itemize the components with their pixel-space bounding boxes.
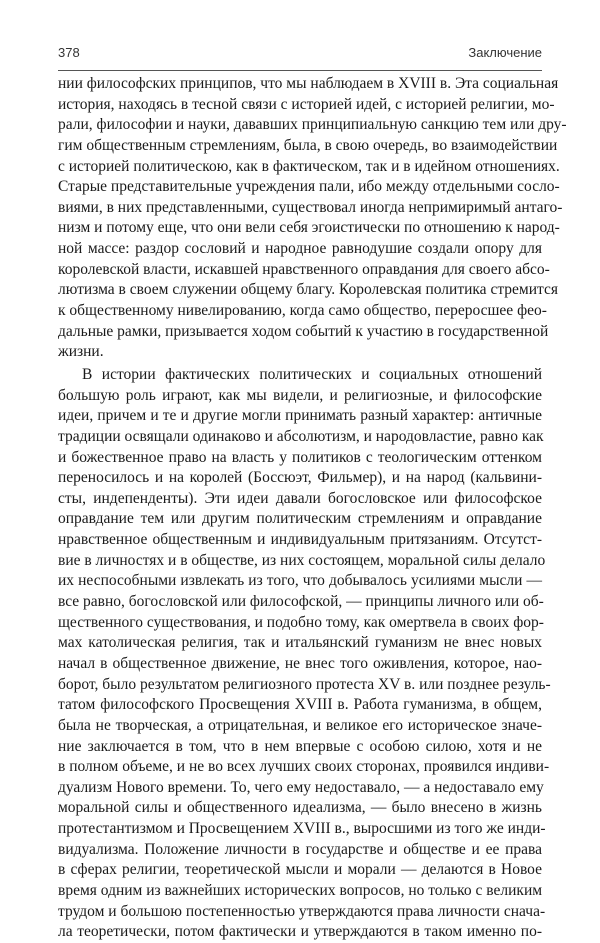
text-line: татом философского Просвещения XVIII в. Работа гуманизма, в общем, (58, 696, 542, 714)
text-line: все равно, богословской или философской, — принципы личного или об- (58, 593, 544, 611)
text-line: лютизма в своем служении общему благу. Королевская политика стремится (58, 281, 558, 299)
text-line: мах католическая религия, так и итальянский гуманизм не внес новых (58, 634, 542, 652)
text-line: большую роль играют, как мы видели, и религиозные, и философские (58, 386, 542, 404)
text-line: дуализм Нового времени. То, чего ему недоставало, — а недоставало ему (58, 778, 544, 796)
section-title: Заключение (468, 45, 542, 60)
text-line: начал в общественное движение, не внес того оживления, которое, нао- (58, 654, 542, 672)
text-line: королевской власти, искавшей нравственного оправдания для своего абсо- (58, 260, 550, 278)
text-line: их неспособными извлекать из того, что добывалось усилиями мысли — (58, 572, 542, 590)
header-rule (58, 70, 542, 71)
text-line: переносилось и на королей (Боссюэт, Фильмер), и на народ (кальвини- (58, 469, 542, 487)
body-text (58, 74, 567, 943)
text-line: протестантизмом и Просвещением XVIII в., выросшими из того же инди- (58, 820, 546, 838)
text-line: сты, индепенденты). Эти идеи давали богословское или философское (58, 489, 542, 507)
text-line: рали, философии и науки, дававших принципиальную санкцию тем или дру- (58, 116, 567, 134)
text-line: борот, было результатом религиозного протеста XV в. или позднее резуль- (58, 675, 551, 693)
text-line: нравственное общественным и индивидуальным притязаниям. Отсутст- (58, 531, 542, 549)
text-line: низм и потому еще, что они вели себя эгоистически по отношению к народ- (58, 219, 560, 237)
text-line: виями, в них представленными, существовал иногда непримиримый антаго- (58, 198, 563, 216)
text-line: история, находясь в тесной связи с историей идей, с историей религии, мо- (58, 95, 555, 113)
text-line: в полном объеме, и не во всех лучших своих сторонах, проявился индиви- (58, 758, 550, 776)
text-line: В истории фактических политических и социальных отношений (82, 365, 542, 383)
text-line: ной массе: раздор сословий и народное равнодушие создали опору для (58, 240, 542, 258)
text-line: к общественному нивелированию, когда само общество, переросшее фео- (58, 302, 547, 320)
text-line: ние заключается в том, что в нем впервые с особою силою, хотя и не (58, 737, 542, 755)
text-line: гим общественным стремлениям, была, в свою очередь, во взаимодействии (58, 136, 558, 154)
text-line: жизни. (58, 343, 104, 361)
text-line: ла теоретически, потом фактически и утверждаются в таком именно по- (58, 923, 542, 941)
text-line: идеи, причем и те и другие могли принимать разный характер: античные (58, 407, 542, 425)
text-line: нии философских принципов, что мы наблюдаем в XVIII в. Эта социальная (58, 75, 559, 92)
text-line: щественного существования, и подобно тому, как омертвела в своих фор- (58, 613, 544, 631)
text-line: трудом и большою постепенностью утверждаются права личности снача- (58, 902, 546, 920)
text-line: видуализма. Положение личности в государстве и обществе и ее права (58, 840, 542, 858)
running-head (58, 45, 542, 65)
text-line: с историей политическою, как в фактическом, так и в идейном отношениях. (58, 157, 560, 175)
text-line: в сферах религии, теоретической мысли и морали — делаются в Новое (58, 861, 542, 879)
text-line: моральной силы и общественного идеализма, — было внесено в жизнь (58, 799, 542, 817)
text-line: и божественное право на власть у политиков с теологическим оттенком (58, 448, 542, 466)
text-line: Старые представительные учреждения пали, ибо между отдельными сосло- (58, 178, 560, 196)
paragraph (58, 365, 551, 943)
page-number: 378 (58, 45, 80, 60)
text-line: дальные рамки, призывается ходом событий к участию в государственной (58, 322, 549, 340)
text-line: была не творческая, а отрицательная, и великое его историческое значе- (58, 716, 542, 734)
text-line: оправдание тем или другим политическим стремлениям и оправдание (58, 510, 542, 528)
text-line: традиции освящали одинаково и абсолютизм, и народовластие, равно как (58, 427, 544, 445)
paragraph (58, 74, 567, 363)
text-line: время одним из важнейших исторических вопросов, но только с великим (58, 881, 543, 899)
text-line: вие в личностях и в обществе, из них состоящем, моральной силы делало (58, 551, 546, 569)
